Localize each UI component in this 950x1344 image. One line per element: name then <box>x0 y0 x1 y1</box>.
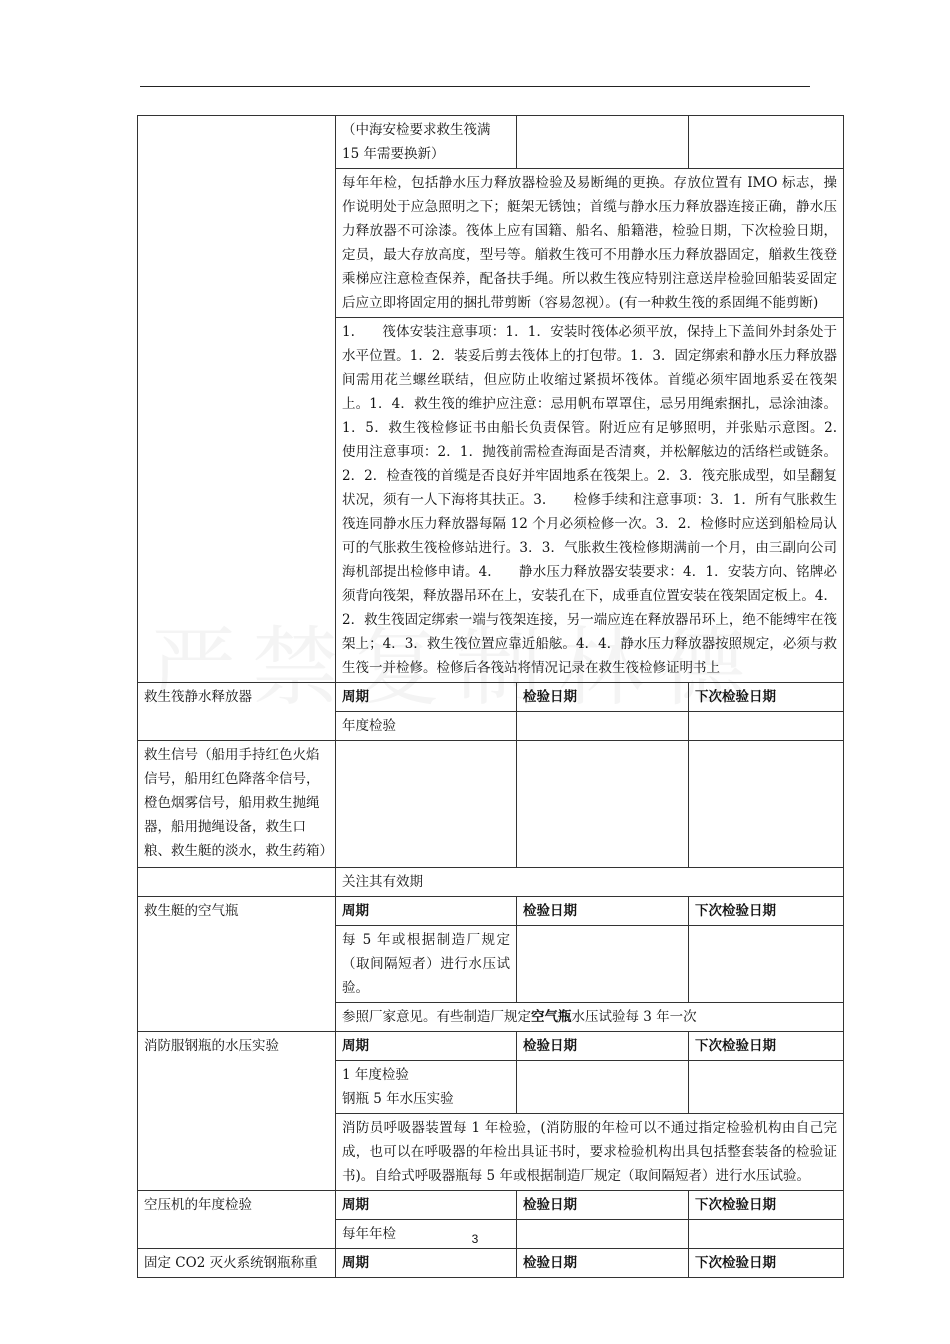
period-line: （中海安检要求救生筏满 <box>342 122 491 138</box>
table-row <box>138 116 844 169</box>
air-bottle-note <box>336 1003 844 1032</box>
table-row <box>138 741 844 868</box>
table-row <box>138 1249 844 1278</box>
item-cell: 固定 CO2 灭火系统钢瓶称重 <box>138 1249 336 1278</box>
next-date-cell <box>689 1061 844 1114</box>
raft-installation-note: 1. 筏体安装注意事项：1．1．安装时筏体必须平放，保持上下盖间外封条处于水平位置。1．2．装妥后剪去筏体上的打包带。1．3．固定绑索和静水压力释放器间需用花兰螺丝联结，但应防止收缩过紧损坏筏体。首缆必须牢固地系妥在筏架上。1．4．救生筏的维护应注意：忌用帆布罩罩住，忌另用绳索捆扎，忌涂油漆。1．5．救生筏检修证书由船长负责保管。附近应有足够照明，并张贴示意图。2. 使用注意事项：2．1．抛筏前需检查海面是否清爽，并松解舷边的活络栏或链条。2．2．检查筏的首缆是否良好并牢固地系在筏架上。2．3．筏充胀成型，如呈翻复状况，须有一人下海将其扶正。3. 检修手续和注意事项：3．1．所有气胀救生筏连同静水压力释放器每隔 12 个月必须检修一次。3．2．检修时应送到船检局认可的气胀救生筏检修站进行。3．3．气胀救生筏检修期满前一个月，由三副向公司海机部提出检修申请。4. 静水压力释放器安装要求：4．1．安装方向、铭牌必须背向筏架，释放器吊环在上，安装孔在下，成垂直位置安装在筏架固定板上。4．2．救生筏固定绑索一端与筏架连接，另一端应连在释放器吊环上，绝不能缚牢在筏架上；4．3．救生筏位置应靠近船舷。4．4．静水压力释放器按照规定，必须与救生筏一并检修。检修后各筏站将情况记录在救生筏检修证明书上 <box>336 318 844 683</box>
next-date-cell <box>689 741 844 868</box>
firefighter-note: 消防员呼吸器装置每 1 年检验，(消防服的年检可以不通过指定检验机构由自己完成，也可以在呼吸器的年检出具证书时，要求检验机构出具包括整套装备的检验证书)。自给式呼吸器瓶每 5 年或根据制造厂规定（取间隔短者）进行水压试验。 <box>336 1114 844 1191</box>
item-cell <box>138 868 336 897</box>
period-cell <box>336 116 517 169</box>
inspection-date-header: 检验日期 <box>517 1191 689 1220</box>
note-text: 参照厂家意见。有些制造厂规定 <box>342 1009 531 1025</box>
period-header: 周期 <box>336 683 517 712</box>
item-cell <box>138 116 336 683</box>
next-date-cell <box>689 926 844 1003</box>
note-text: 水压试验每 3 年一次 <box>571 1009 697 1025</box>
inspection-date-cell <box>517 1061 689 1114</box>
period-cell: 每年年检 <box>336 1220 517 1249</box>
period-header: 周期 <box>336 1249 517 1278</box>
page-number: 3 <box>471 1232 479 1246</box>
inspection-date-cell <box>517 926 689 1003</box>
inspection-date-header: 检验日期 <box>517 1032 689 1061</box>
table-row <box>138 1191 844 1220</box>
inspection-date-cell <box>517 116 689 169</box>
note-keyword: 空气瓶 <box>531 1009 572 1025</box>
period-line: 1 年度检验 <box>342 1067 409 1083</box>
table-row <box>138 683 844 712</box>
inspection-table <box>137 115 864 1278</box>
inspection-date-cell <box>517 741 689 868</box>
item-cell: 空压机的年度检验 <box>138 1191 336 1249</box>
inspection-date-header: 检验日期 <box>517 897 689 926</box>
period-header: 周期 <box>336 1032 517 1061</box>
raft-note: 每年年检，包括静水压力释放器检验及易断绳的更换。存放位置有 IMO 标志，操作说明处于应急照明之下；艇架无锈蚀；首缆与静水压力释放器连接正确，静水压力释放器不可涂漆。筏体上应有国籍、船名、船籍港，检验日期，下次检验日期，定员，最大存放高度，型号等。艏救生筏可不用静水压力释放器固定，艏救生筏登乘梯应注意检查保养，配备扶手绳。所以救生筏应特别注意送岸检验回船装妥固定后应立即将固定用的捆扎带剪断（容易忽视）。(有一种救生筏的系固绳不能剪断) <box>336 169 844 318</box>
period-line: 15 年需要换新） <box>342 146 445 162</box>
period-line: 钢瓶 5 年水压实验 <box>342 1091 454 1107</box>
table-row <box>138 868 844 897</box>
inspection-date-cell <box>517 1220 689 1249</box>
next-date-header: 下次检验日期 <box>689 683 844 712</box>
period-cell: 每 5 年或根据制造厂规定（取间隔短者）进行水压试验。 <box>336 926 517 1003</box>
next-date-cell <box>689 1220 844 1249</box>
next-date-header: 下次检验日期 <box>689 1032 844 1061</box>
period-cell <box>336 1061 517 1114</box>
item-cell: 救生信号（船用手持红色火焰信号，船用红色降落伞信号，橙色烟雾信号，船用救生抛绳器，船用抛绳设备，救生口粮、救生艇的淡水，救生药箱） <box>138 741 336 868</box>
next-date-header: 下次检验日期 <box>689 1249 844 1278</box>
inspection-date-header: 检验日期 <box>517 1249 689 1278</box>
item-cell: 救生艇的空气瓶 <box>138 897 336 1032</box>
period-header: 周期 <box>336 897 517 926</box>
table-row <box>138 1032 844 1061</box>
next-date-cell <box>689 712 844 741</box>
item-cell: 消防服钢瓶的水压实验 <box>138 1032 336 1191</box>
item-cell: 救生筏静水释放器 <box>138 683 336 741</box>
next-date-header: 下次检验日期 <box>689 897 844 926</box>
period-header: 周期 <box>336 1191 517 1220</box>
period-cell <box>336 741 517 868</box>
next-date-cell <box>689 116 844 169</box>
inspection-date-cell <box>517 712 689 741</box>
table-row <box>138 897 844 926</box>
signals-note: 关注其有效期 <box>336 868 844 897</box>
header-rule <box>140 86 810 87</box>
next-date-header: 下次检验日期 <box>689 1191 844 1220</box>
period-cell: 年度检验 <box>336 712 517 741</box>
inspection-date-header: 检验日期 <box>517 683 689 712</box>
